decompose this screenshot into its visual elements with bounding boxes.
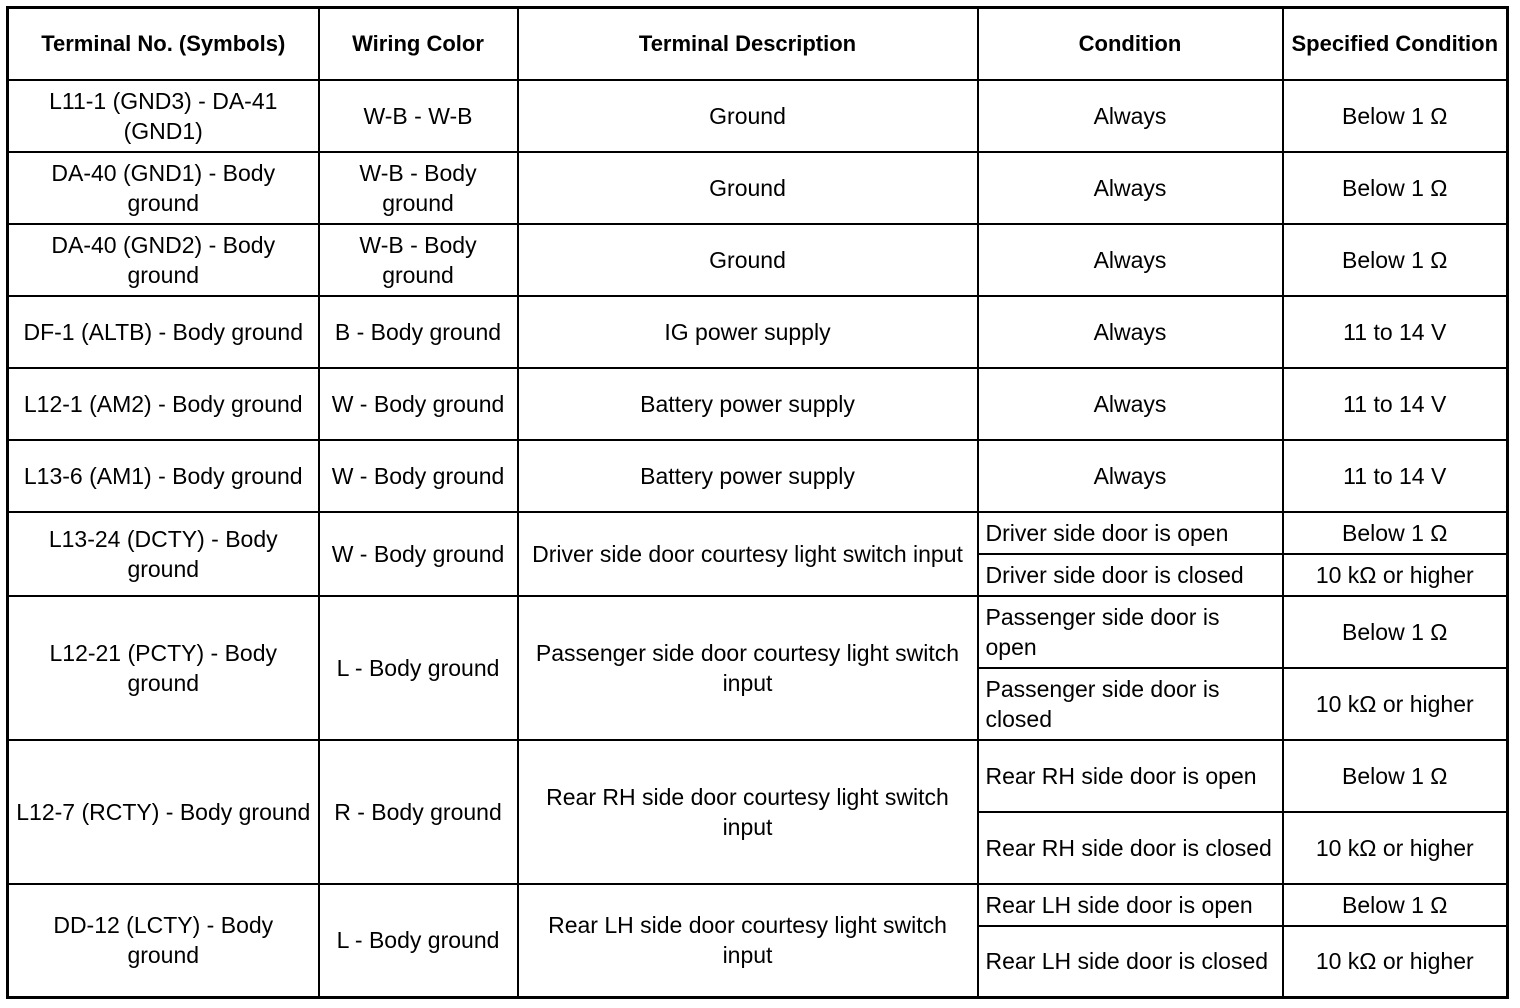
table-row	[8, 296, 1508, 368]
table-row	[8, 224, 1508, 296]
description-cell: Battery power supply	[518, 440, 978, 512]
description-cell: Battery power supply	[518, 368, 978, 440]
header-condition: Condition	[978, 8, 1283, 80]
wiring-cell: L - Body ground	[319, 884, 518, 998]
condition-cell: Rear RH side door is closed	[978, 812, 1283, 884]
table-row	[8, 884, 1508, 926]
table-row	[8, 152, 1508, 224]
terminal-cell: L13-6 (AM1) - Body ground	[8, 440, 319, 512]
condition-cell: Driver side door is open	[978, 512, 1283, 554]
specified-cell: Below 1 Ω	[1283, 80, 1508, 152]
wiring-cell: W - Body ground	[319, 512, 518, 596]
specified-cell: Below 1 Ω	[1283, 512, 1508, 554]
condition-cell: Rear RH side door is open	[978, 740, 1283, 812]
wiring-cell: W-B - W-B	[319, 80, 518, 152]
terminal-cell: L11-1 (GND3) - DA-41 (GND1)	[8, 80, 319, 152]
wiring-cell: W-B - Body ground	[319, 224, 518, 296]
terminal-cell: L12-21 (PCTY) - Body ground	[8, 596, 319, 740]
header-wiring-color: Wiring Color	[319, 8, 518, 80]
terminal-cell: L12-1 (AM2) - Body ground	[8, 368, 319, 440]
table-row	[8, 596, 1508, 668]
condition-cell: Always	[978, 296, 1283, 368]
description-cell: Ground	[518, 152, 978, 224]
wiring-cell: W - Body ground	[319, 440, 518, 512]
condition-cell: Passenger side door is closed	[978, 668, 1283, 740]
header-specified-condition: Specified Condition	[1283, 8, 1508, 80]
condition-cell: Always	[978, 440, 1283, 512]
terminal-cell: L12-7 (RCTY) - Body ground	[8, 740, 319, 884]
terminal-cell: DD-12 (LCTY) - Body ground	[8, 884, 319, 998]
specified-cell: Below 1 Ω	[1283, 224, 1508, 296]
condition-cell: Always	[978, 152, 1283, 224]
terminal-cell: DF-1 (ALTB) - Body ground	[8, 296, 319, 368]
terminal-cell: DA-40 (GND1) - Body ground	[8, 152, 319, 224]
condition-cell: Driver side door is closed	[978, 554, 1283, 596]
header-terminal: Terminal No. (Symbols)	[8, 8, 319, 80]
wiring-cell: R - Body ground	[319, 740, 518, 884]
condition-cell: Always	[978, 224, 1283, 296]
description-cell: Driver side door courtesy light switch input	[518, 512, 978, 596]
table-row	[8, 80, 1508, 152]
terminal-cell: L13-24 (DCTY) - Body ground	[8, 512, 319, 596]
specified-cell: 10 kΩ or higher	[1283, 926, 1508, 998]
wiring-cell: W-B - Body ground	[319, 152, 518, 224]
specified-cell: Below 1 Ω	[1283, 152, 1508, 224]
header-row	[8, 8, 1508, 80]
specified-cell: 10 kΩ or higher	[1283, 554, 1508, 596]
condition-cell: Rear LH side door is closed	[978, 926, 1283, 998]
wiring-cell: B - Body ground	[319, 296, 518, 368]
description-cell: Passenger side door courtesy light switch input	[518, 596, 978, 740]
specified-cell: 11 to 14 V	[1283, 296, 1508, 368]
description-cell: IG power supply	[518, 296, 978, 368]
table-row	[8, 512, 1508, 554]
condition-cell: Passenger side door is open	[978, 596, 1283, 668]
description-cell: Ground	[518, 80, 978, 152]
specified-cell: 10 kΩ or higher	[1283, 668, 1508, 740]
condition-cell: Always	[978, 368, 1283, 440]
wiring-cell: L - Body ground	[319, 596, 518, 740]
specified-cell: Below 1 Ω	[1283, 740, 1508, 812]
condition-cell: Rear LH side door is open	[978, 884, 1283, 926]
condition-cell: Always	[978, 80, 1283, 152]
specified-cell: 11 to 14 V	[1283, 440, 1508, 512]
description-cell: Ground	[518, 224, 978, 296]
specified-cell: Below 1 Ω	[1283, 884, 1508, 926]
description-cell: Rear RH side door courtesy light switch input	[518, 740, 978, 884]
table-row	[8, 740, 1508, 812]
wiring-cell: W - Body ground	[319, 368, 518, 440]
table-row	[8, 368, 1508, 440]
specified-cell: 10 kΩ or higher	[1283, 812, 1508, 884]
description-cell: Rear LH side door courtesy light switch input	[518, 884, 978, 998]
specified-cell: 11 to 14 V	[1283, 368, 1508, 440]
table-row	[8, 440, 1508, 512]
terminal-cell: DA-40 (GND2) - Body ground	[8, 224, 319, 296]
header-description: Terminal Description	[518, 8, 978, 80]
specified-cell: Below 1 Ω	[1283, 596, 1508, 668]
terminal-spec-table	[6, 6, 1509, 999]
